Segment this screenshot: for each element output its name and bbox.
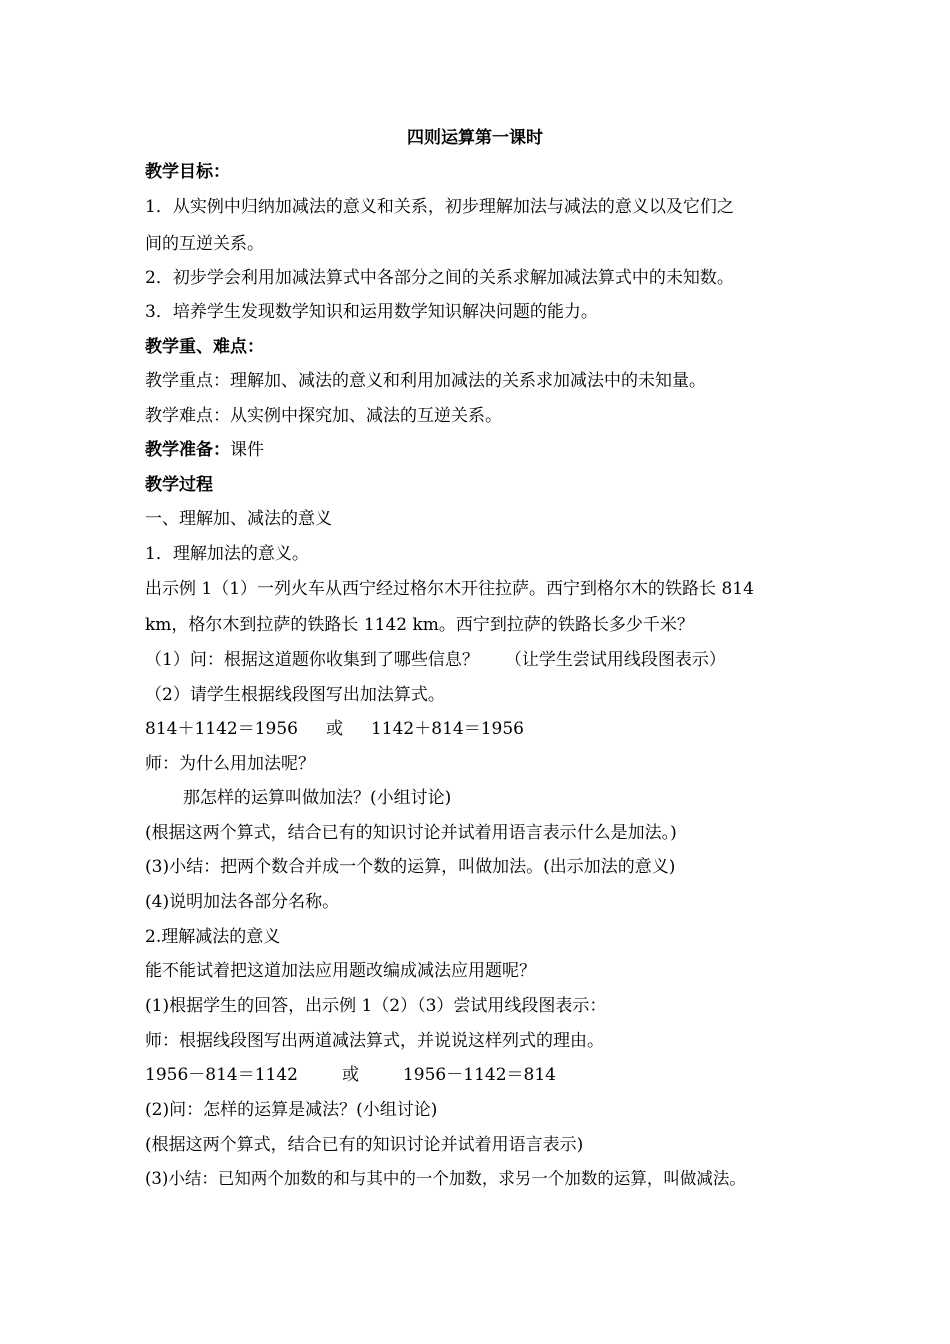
keypoints-heading: 教学重、难点： xyxy=(145,337,264,357)
change-question: 能不能试着把这道加法应用题改编成减法应用题呢？ xyxy=(145,961,536,981)
page-title: 四则运算第一课时 xyxy=(407,128,543,148)
objective-1-line-b: 间的互逆关系。 xyxy=(145,234,264,254)
discussion-2: (根据这两个算式，结合已有的知识讨论并试着用语言表示) xyxy=(145,1135,584,1155)
teacher-question-1: 师：为什么用加法呢？ xyxy=(145,754,315,774)
question-1 xyxy=(145,648,726,672)
teacher-question-2: 那怎样的运算叫做加法？(小组讨论) xyxy=(183,788,452,808)
objectives-heading: 教学目标： xyxy=(145,162,230,182)
example-line-a: 出示例 1（1）一列火车从西宁经过格尔木开往拉萨。西宁到格尔木的铁路长 814 xyxy=(145,579,754,599)
step-2: 2.理解减法的意义 xyxy=(145,927,281,947)
process-heading: 教学过程 xyxy=(145,475,213,495)
question-1-note: （让学生尝试用线段图表示） xyxy=(504,650,726,670)
section-1-heading: 一、理解加、减法的意义 xyxy=(145,509,332,529)
prep-label: 教学准备： xyxy=(145,440,230,460)
example-line-b: km，格尔木到拉萨的铁路长 1142 km。西宁到拉萨的铁路长多少千米？ xyxy=(145,615,694,635)
addition-parts: (4)说明加法各部分名称。 xyxy=(145,892,340,912)
or-word-1: 或 xyxy=(325,719,343,739)
teacher-subtraction: 师：根据线段图写出两道减法算式，并说说这样列式的理由。 xyxy=(145,1031,604,1051)
addition-summary: (3)小结：把两个数合并成一个数的运算，叫做加法。(出示加法的意义) xyxy=(145,857,676,877)
addition-equations xyxy=(145,717,524,741)
objective-1-line-a: 1．从实例中归纳加减法的意义和关系，初步理解加法与减法的意义以及它们之 xyxy=(145,197,734,217)
difficult-point: 教学难点：从实例中探究加、减法的互逆关系。 xyxy=(145,406,502,426)
subtraction-equations xyxy=(145,1063,556,1087)
subtraction-step-1: (1)根据学生的回答，出示例 1（2）（3）尝试用线段图表示： xyxy=(145,996,607,1016)
addition-equation-1: 814＋1142＝1956 xyxy=(145,719,298,739)
discussion-1: (根据这两个算式，结合已有的知识讨论并试着用语言表示什么是加法。) xyxy=(145,823,677,843)
subtraction-equation-1: 1956－814＝1142 xyxy=(145,1065,298,1085)
key-point: 教学重点：理解加、减法的意义和利用加减法的关系求加减法中的未知量。 xyxy=(145,371,706,391)
subtraction-question: (2)问：怎样的运算是减法？(小组讨论) xyxy=(145,1100,438,1120)
question-2: （2）请学生根据线段图写出加法算式。 xyxy=(145,685,445,705)
objective-2: 2．初步学会利用加减法算式中各部分之间的关系求解加减法算式中的未知数。 xyxy=(145,268,734,288)
step-1: 1．理解加法的意义。 xyxy=(145,544,309,564)
subtraction-summary: (3)小结：已知两个加数的和与其中的一个加数，求另一个加数的运算，叫做减法。 xyxy=(145,1169,746,1188)
subtraction-equation-2: 1956－1142＝814 xyxy=(402,1065,556,1085)
prep-line xyxy=(145,438,264,462)
prep-value: 课件 xyxy=(230,440,264,460)
or-word-2: 或 xyxy=(341,1065,359,1085)
addition-equation-2: 1142＋814＝1956 xyxy=(370,719,524,739)
question-1-text: （1）问：根据这道题你收集到了哪些信息？ xyxy=(145,650,479,670)
objective-3: 3．培养学生发现数学知识和运用数学知识解决问题的能力。 xyxy=(145,302,598,322)
